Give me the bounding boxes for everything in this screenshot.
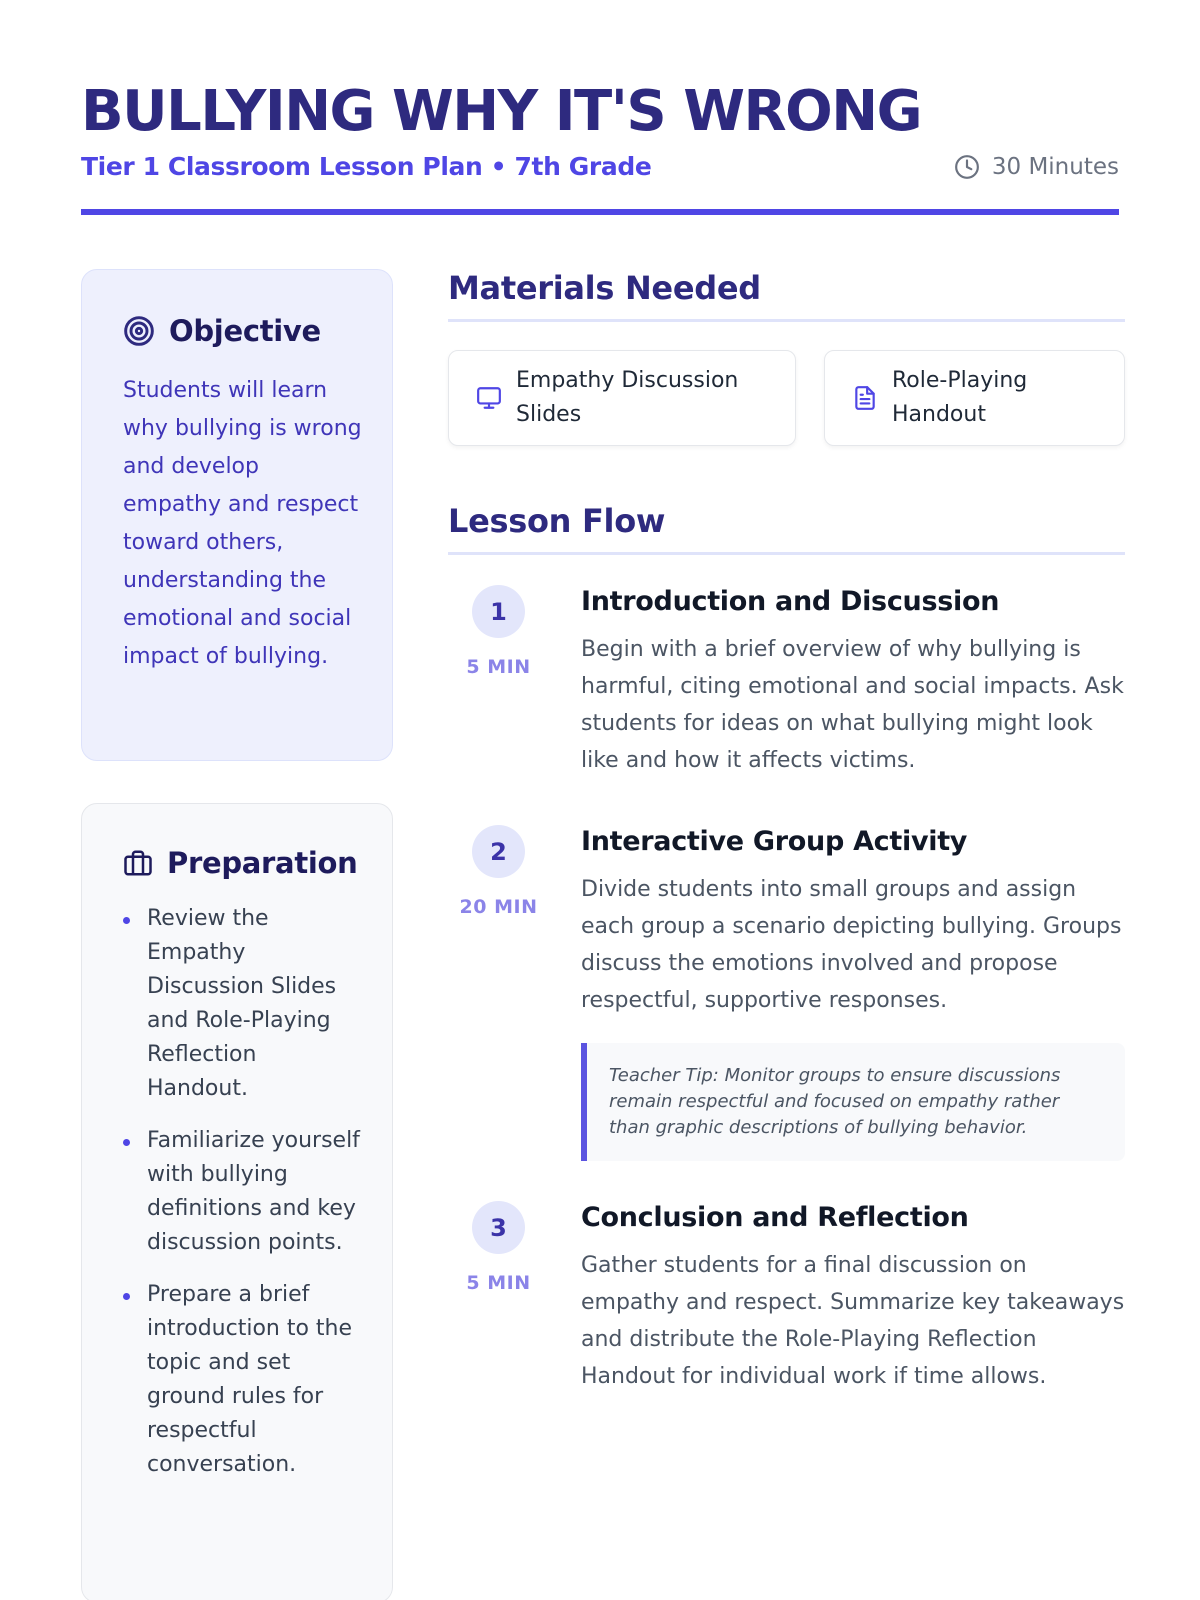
material-card-handout[interactable] [824, 350, 1125, 446]
target-icon [123, 315, 155, 347]
clock-icon [954, 154, 980, 180]
preparation-list [123, 902, 362, 1482]
duration [954, 154, 1119, 180]
materials-list [448, 350, 1125, 446]
list-item [123, 1278, 362, 1482]
bullet-icon [123, 1293, 130, 1300]
preparation-card [81, 803, 393, 1600]
step-duration: 20 MIN [459, 896, 538, 918]
step-description: Divide students into small groups and assign each group a scenario depicting bullying. Groups discuss the emotions involved and propose respectful, supportive responses. [581, 877, 1122, 1013]
preparation-item-text: Familiarize yourself with bullying definitions and key discussion points. [147, 1128, 360, 1255]
bullet-icon [123, 917, 130, 924]
duration-label: 30 Minutes [991, 153, 1119, 180]
objective-heading [123, 314, 362, 348]
page-title: BULLYING WHY IT'S WRONG [81, 79, 922, 144]
step-marker [448, 825, 581, 1161]
list-item [123, 902, 362, 1106]
material-label: Empathy Discussion Slides [516, 368, 739, 427]
step-number-badge: 3 [472, 1201, 525, 1254]
step-description: Gather students for a final discussion on empathy and respect. Summarize key takeaways and distribute the Role-Playing Reflection Handout for individual work if time allows. [581, 1253, 1125, 1389]
preparation-heading [123, 846, 362, 880]
page-subtitle: Tier 1 Classroom Lesson Plan • 7th Grade [81, 152, 652, 181]
briefcase-icon [123, 848, 153, 878]
step-content [581, 825, 1125, 1161]
list-item [123, 1124, 362, 1260]
lesson-step-1 [448, 585, 1125, 779]
document-icon [852, 385, 878, 411]
left-column [81, 269, 393, 1600]
preparation-item-text: Prepare a brief introduction to the topic and set ground rules for respectful conversation. [147, 1282, 353, 1477]
step-content [581, 585, 1125, 779]
content-columns [81, 269, 1125, 1600]
subtitle-row [81, 152, 1119, 181]
step-duration: 5 MIN [466, 1272, 531, 1294]
header-divider [81, 209, 1119, 215]
step-duration: 5 MIN [466, 656, 531, 678]
preparation-title: Preparation [167, 846, 358, 880]
materials-heading: Materials Needed [448, 269, 1125, 322]
objective-text: Students will learn why bullying is wrong and develop empathy and respect toward others, understanding the emotional and social impact of bullying. [123, 378, 362, 669]
preparation-item-text: Review the Empathy Discussion Slides and Role-Playing Reflection Handout. [147, 906, 337, 1101]
lesson-step-2 [448, 825, 1125, 1161]
material-label: Role-Playing Handout [892, 368, 1028, 427]
right-column [448, 269, 1125, 1600]
step-number-badge: 2 [472, 825, 525, 878]
lesson-flow-heading: Lesson Flow [448, 502, 1125, 555]
monitor-icon [476, 385, 502, 411]
objective-card [81, 269, 393, 761]
step-marker [448, 585, 581, 779]
step-marker [448, 1201, 581, 1395]
header [81, 0, 1119, 215]
lesson-step-3 [448, 1201, 1125, 1395]
step-content [581, 1201, 1125, 1395]
step-description: Begin with a brief overview of why bullying is harmful, citing emotional and social impacts. Ask students for ideas on what bullying might look like and how it affects victims. [581, 637, 1124, 773]
bullet-icon [123, 1139, 130, 1146]
step-title: Interactive Group Activity [581, 826, 968, 857]
teacher-tip: Teacher Tip: Monitor groups to ensure discussions remain respectful and focused on empathy rather than graphic descriptions of bullying behavior. [581, 1043, 1125, 1161]
step-number-badge: 1 [472, 585, 525, 638]
step-title: Conclusion and Reflection [581, 1202, 969, 1233]
objective-title: Objective [169, 314, 321, 348]
step-title: Introduction and Discussion [581, 586, 1000, 617]
lesson-steps [448, 585, 1125, 1395]
material-card-slides[interactable] [448, 350, 796, 446]
